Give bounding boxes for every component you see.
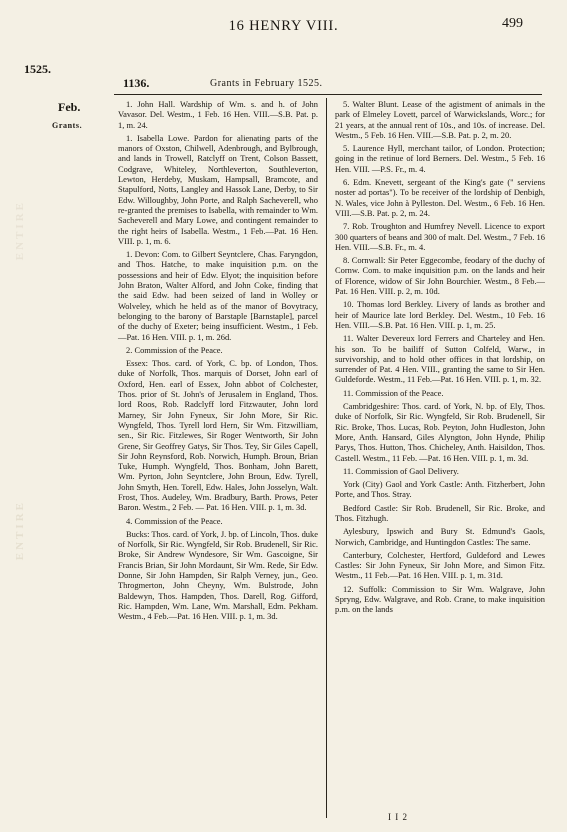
entry-paragraph: 1. John Hall. Wardship of Wm. s. and h. of John Vavasor. Del. Westm., 1 Feb. 16 Hen. VIII.—S.B. Pat. p. 1, m. 24. [118, 99, 318, 130]
page-number: 499 [502, 16, 523, 31]
section-title: Grants in February 1525. [210, 78, 323, 89]
entry-paragraph: 5. Walter Blunt. Lease of the agistment of animals in the park of Elmeley Lovett, parcel of Warwickslands, Worc.; for 21 years, at the annual rent of 10s., and 10s. of increase. Del. Westm., 5 Feb. 16 Hen. VIII.—S.B. Pat. p. 2, m. 20. [335, 99, 545, 140]
running-title: 16 HENRY VIII. [228, 18, 339, 34]
entry-paragraph: Canterbury, Colchester, Hertford, Guldeford and Lewes Castles: Sir John Fyneux, Sir John More, and Simon Fitz. Westm., 11 Feb.—Pat. 16 Hen. VIII. p. 1, m. 31d. [335, 549, 545, 581]
entry-paragraph: 8. Cornwall: Sir Peter Eggecombe, feodary of the duchy of Cornw. Com. to make inquisition p.m. on the lands and heir of Florence, widow of Sir John Bourchier. Westm., 8 Feb.—Pat. 16 Hen. VIII. p. 2, m. 10d. [335, 255, 545, 297]
entry-number: 1136. [123, 76, 150, 90]
entry-paragraph: 1. Devon: Com. to Gilbert Seyntclere, Chas. Faryngdon, and Thos. Hatche, to make inquisition p.m. on the possessions and heir of Edw. Elyot; the inquisition before John Braton, Walter Alford, and John Coke, finding that the said Edw. had been seized of land in Wolley or Wolveley, which he held as of the manor of Bovytracy, belonging to the barony of Barstaple [Barnstaple], parcel of the duchy of Exeter; being insufficient. Westm., 1 Feb.—Pat. 16 Hen. VIII. p. 1, m. 26d. [118, 249, 318, 342]
entry-paragraph: Essex: Thos. card. of York, C. bp. of London, Thos. duke of Norfolk, Thos. marquis of Dorset, John earl of Oxford, Hen. earl of Essex, John abbot of Colchester, Thos. prior of St. John's of Jerusalem in England, Thos. lord Roos, Rob. Radclyff lord Fitzwauter, John lord Marney, Sir John Fyneux, Sir John More, Sir Ric. Wyngfeld, Thos. Tyrell lord Hern, Sir Wm. Fitzwilliam, sen., Sir Ric. Fitzlewes, Sir Roger Wentworth, Sir John Grene, Sir Geoffrey Gatys, Sir Thos. Tey, Sir Giles Capell, Sir John Reynsford, Rob. Norwich, Humph. Broun, Brian Tuke, Humph. Wyngfeld, Thos. Bonham, John Barett, Wm. Pyrton, John Seyntclere, John Broun, Edw. Tyrell, John Smyth, Hen. Torell, Edw. Hales, John Josselyn, Walt. Frost, Thos. Audeley, Wm. Bradbury, Barth. Prows, Peter Baron. Westm., 2 Feb. — Pat. 16 Hen. VIII. p. 1, m. 3d. [118, 358, 318, 513]
entry-paragraph: York (City) Gaol and York Castle: Anth. Fitzherbert, John Porte, and Thos. Stray. [335, 479, 545, 500]
entry-paragraph: 10. Thomas lord Berkley. Livery of lands as brother and heir of Maurice late lord Berkley. Del. Westm., 10 Feb. 16 Hen. VIII.—S.B. Pat. 16 Hen. VIII. p. 1, m. 25. [335, 299, 545, 330]
entry-paragraph: 11. Walter Devereux lord Ferrers and Charteley and Hen. his son. To be bailiff of Sutton Colfeld, Warw., in survivorship, and to hold other offices in that lordship, on surrender of Pat. 4 Hen. VIII., granting the same to Sir Hen. Guldeforde. Westm., 11 Feb.—Pat. 16 Hen. VIII. p. 1, m. 32. [335, 333, 545, 385]
entry-paragraph: Cambridgeshire: Thos. card. of York, N. bp. of Ely, Thos. duke of Norfolk, Sir Ric. Wyngfeld, Sir Rob. Brudenell, Sir Ric. Broke, Thos. Lucas, Rob. Peyton, John Hudleston, John More, Anth. Hansard, Giles Alyngton, John Hynde, Philip Parys, Thos. Hutton, Thos. Chicheley, Anth. Haisildon, Thos. Castell. Westm., 11 Feb. —Pat. 16 Hen. VIII. p. 1, m. 3d. [335, 401, 545, 463]
right-column [335, 99, 545, 618]
entry-paragraph: Bedford Castle: Sir Rob. Brudenell, Sir Ric. Broke, and Thos. Fitzhugh. [335, 502, 545, 523]
watermark-lower: ENTIRE [14, 500, 26, 561]
entry-paragraph: 1. Isabella Lowe. Pardon for alienating parts of the manors of Oxston, Chilwell, Adenbrough, and Bylbrough, and lands in Trowell, Ratclyff on Trent, Colson Bassett, Codgrave, Whiteley, Northleverton, Southleverton, Lewton, Herdeby, Muskam, Hampsall, Bramcote, and Stapulford, Notts, Langley and Hassok Lane, Derby, to Sir Edw. Willoughby, John Porte, and Ralph Sacheverell, who re-granted the premises to Isabella, with remainder to Wm. Sacheverell and Mary Lowe, and contingent remainder to the right heirs of Isabella. Westm., 1 Feb.—Pat. 16 Hen. VIII. p. 1, m. 6. [118, 132, 318, 246]
year-label: 1525. [24, 62, 51, 76]
entry-paragraph: 11. Commission of Gaol Delivery. [343, 465, 459, 476]
watermark-upper: ENTIRE [14, 200, 26, 261]
entry-paragraph: 12. Suffolk: Commission to Sir Wm. Walgrave, John Spryng, Edw. Walgrave, and Rob. Crane, to make inquisition p.m. on the lands [335, 583, 545, 615]
entry-paragraph: 5. Laurence Hyll, merchant tailor, of London. Protection; going in the retinue of lord Berners. Del. Westm., 5 Feb. 16 Hen. VIII. —P.S. Fr., m. 4. [335, 143, 545, 174]
header-rule [114, 94, 542, 95]
entry-paragraph: Bucks: Thos. card. of York, J. bp. of Lincoln, Thos. duke of Norfolk, Sir Ric. Wyngfeld, Sir Rob. Brudenell, Sir Ric. Broke, Sir Andrew Wyndesore, Sir Wm. Gascoigne, Sir Francis Brian, Sir John Mordaunt, Sir Wm. Rede, Sir Edw. Donne, Sir John Hampden, Sir Ralph Verney, jun., Geo. Throgmerton, John Cheyny, Wm. Bulstrode, John Baldewyn, Thos. Hampden, Thos. Darell, Rog. Gifford, Ric. Hampden, Wm. Lane, Wm. Marshall, Edm. Pekham. Westm., 4 Feb.—Pat. 16 Hen. VIII. p. 1, m. 3d. [118, 528, 318, 622]
entry-paragraph: Aylesbury, Ipswich and Bury St. Edmund's Gaols, Norwich, Cambridge, and Huntingdon Castles: The same. [335, 526, 545, 547]
signature-mark: I I 2 [388, 812, 408, 822]
margin-label: Grants. [52, 121, 83, 130]
entry-paragraph: 11. Commission of the Peace. [343, 387, 444, 398]
entry-paragraph: 6. Edm. Knevett, sergeant of the King's gate (" serviens noster ad portas"). To be receiver of the lordship of Denbigh, N. Wales, vice John à Pylleston. Del. Westm., 6 Feb. 16 Hen. VIII.—S.B. Pat. p. 2, m. 24. [335, 177, 545, 218]
entry-paragraph: 4. Commission of the Peace. [126, 515, 223, 526]
left-column [118, 99, 318, 625]
column-divider [326, 98, 327, 818]
running-header [0, 8, 567, 34]
entry-paragraph: 2. Commission of the Peace. [126, 344, 223, 355]
margin-month: Feb. [58, 100, 81, 114]
entry-paragraph: 7. Rob. Troughton and Humfrey Nevell. Licence to export 300 quarters of beans and 300 of malt. Del. Westm., 7 Feb. 16 Hen. VIII.—S.B. Fr., m. 4. [335, 221, 545, 252]
